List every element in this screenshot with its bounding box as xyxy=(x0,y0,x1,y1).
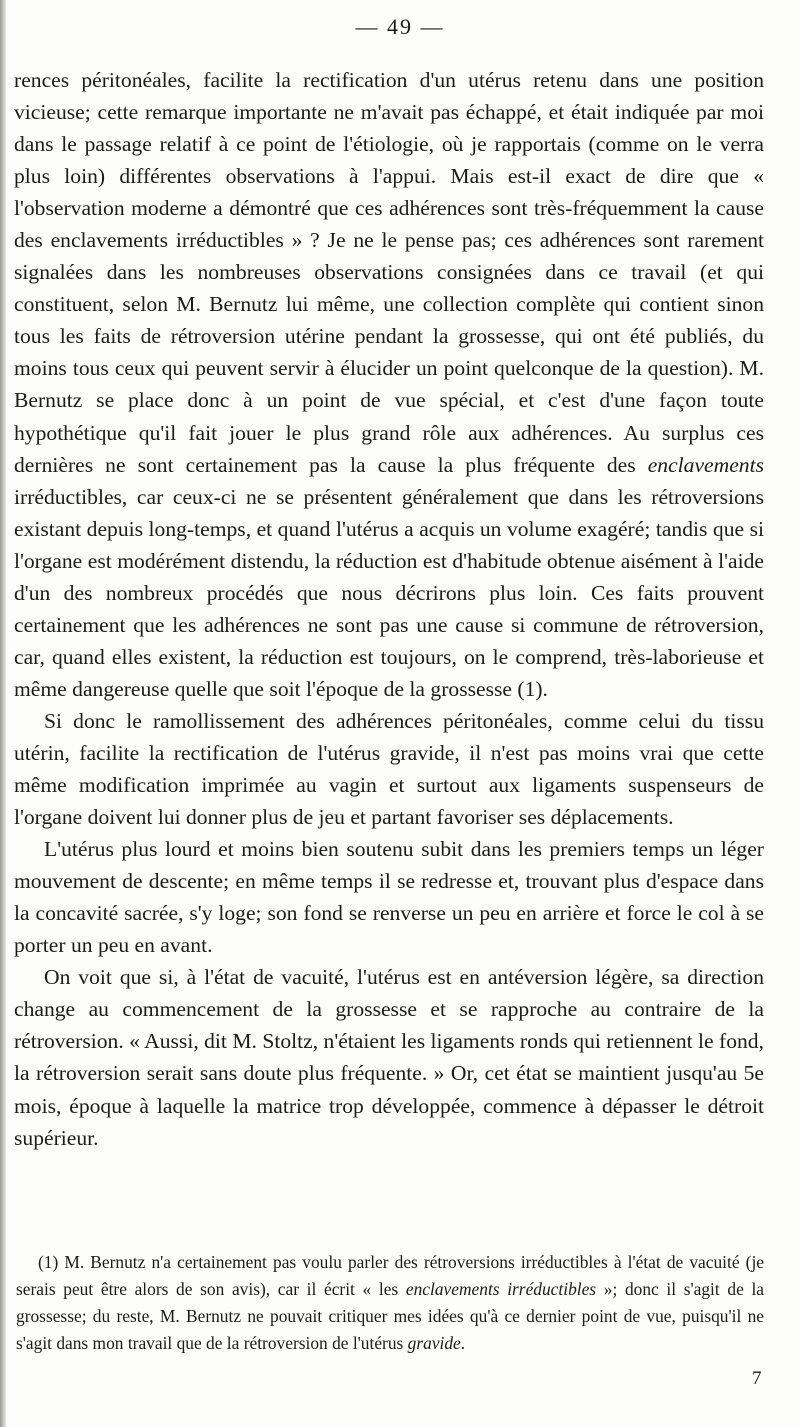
paragraph-3: L'utérus plus lourd et moins bien soutenu subit dans les premiers temps un léger mouvement de descente; en même temps il se redresse et, trouvant plus d'espace dans la concavité sacrée, s'y loge; son fond se renverse un peu en arrière et force le col à se porter un peu en avant. xyxy=(14,837,764,958)
footnote-part-3: . xyxy=(460,1333,466,1353)
paragraph-2: Si donc le ramollissement des adhérences péritonéales, comme celui du tissu utérin, facilite la rectification de l'utérus gravide, il n'est pas moins vrai que cette même modification imprimée au vagin et surtout aux ligaments suspenseurs de l'organe doivent lui donner plus de jeu et partant favoriser ses déplacements. xyxy=(14,708,764,830)
paragraph-1-italic-term: enclavements xyxy=(647,452,764,477)
main-body-text xyxy=(14,64,764,1154)
paragraph-1-part-1: rences péritonéales, facilite la rectification d'un utérus retenu dans une position vicieuse; cette remarque importante ne m'avait pas échappé, et était indiquée par moi dans le passage relatif à ce point de l'étiologie, où je rapportais (comme on le verra plus loin) différentes observations à l'appui. Mais est-il exact de dire que « l'observation moderne a démontré que ces adhérences sont très-fréquemment la cause des enclavements irréductibles » ? Je ne le pense pas; ces adhérences sont rarement signalées dans les nombreuses observations consignées dans ce travail (et qui constituent, selon M. Bernutz lui même, une collection complète qui contient sinon tous les faits de rétroversion utérine pendant la grossesse, qui ont été publiés, du moins tous ceux qui peuvent servir à élucider un point quelconque de la question). M. Bernutz se place donc à un point de vue spécial, et c'est d'une façon toute hypothétique qu'il fait jouer le plus grand rôle aux adhérences. Au surplus ces dernières ne sont certainement pas la cause la plus fréquente des xyxy=(14,68,764,477)
footnote-italic-2: gravide xyxy=(407,1333,461,1353)
page-number: — 49 — xyxy=(355,14,445,39)
footnote-part-1: (1) M. Bernutz n'a certainement pas voulu parler des rétroversions irréductibles à l'état de vacuité (je serais peut être alors de son avis), car il écrit « les xyxy=(16,1252,764,1299)
footnote-italic-1: enclavements irréductibles xyxy=(405,1279,597,1299)
scanned-binding-edge xyxy=(0,0,6,1427)
footnote-part-2: »; donc il s'agit de la grossesse; du reste, M. Bernutz ne pouvait critiquer mes idées qu'à ce dernier point de vue, puisqu'il ne s'agit dans mon travail que de la rétroversion de l'utérus xyxy=(16,1279,765,1353)
paragraph-1 xyxy=(14,64,764,705)
paragraph-4: On voit que si, à l'état de vacuité, l'utérus est en antéversion légère, sa direction change au commencement de la grossesse et se rapproche au contraire de la rétroversion. « Aussi, dit M. Stoltz, n'étaient les ligaments ronds qui retiennent le fond, la rétroversion serait sans doute plus fréquente. » Or, cet état se maintient jusqu'au 5e mois, époque à laquelle la matrice trop développée, commence à dépasser le détroit supérieur. xyxy=(14,965,764,1150)
footnote xyxy=(16,1249,764,1357)
printer-signature-mark: 7 xyxy=(752,1368,762,1389)
paragraph-1-part-2: irréductibles, car ceux-ci ne se présentent généralement que dans les rétroversions existant depuis long-temps, et quand l'utérus a acquis un volume exagéré; tandis que si l'organe est modérément distendu, la réduction est d'habitude obtenue aisément à l'aide d'un des nombreux procédés que nous décrirons plus loin. Ces faits prouvent certainement que les adhérences ne sont pas une cause si commune de rétroversion, car, quand elles existent, la réduction est toujours, on le comprend, très-laborieuse et même dangereuse quelle que soit l'époque de la grossesse (1). xyxy=(14,484,764,701)
footnote-paragraph xyxy=(16,1249,764,1357)
